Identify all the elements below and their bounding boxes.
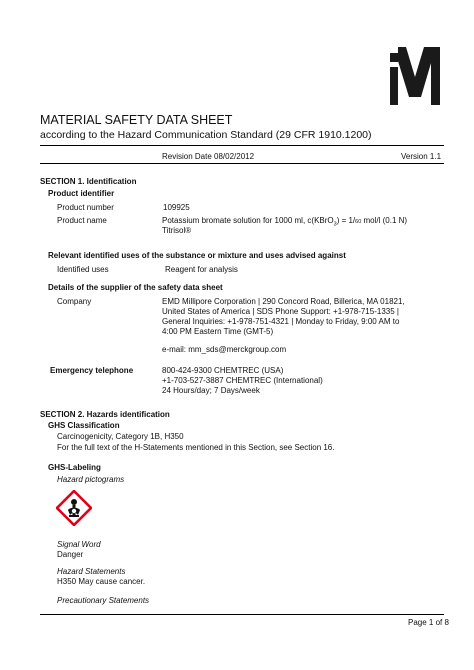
supplier-heading: Details of the supplier of the safety data sheet (48, 283, 223, 292)
company-label: Company (57, 297, 92, 306)
ghs-classification-line2: For the full text of the H-Statements mentioned in this Section, see Section 16. (57, 443, 335, 452)
company-line: 4:00 PM Eastern Time (GMT-5) (162, 327, 274, 336)
product-number-value: 109925 (163, 203, 190, 212)
section1-heading: SECTION 1. Identification (40, 177, 137, 186)
signal-word-value: Danger (57, 550, 84, 559)
footer-rule (40, 614, 444, 615)
precautionary-statements-label: Precautionary Statements (57, 596, 150, 605)
hazard-pictograms-label: Hazard pictograms (57, 475, 125, 484)
document-subtitle: according to the Hazard Communication Standard (29 CFR 1910.1200) (40, 129, 372, 141)
product-name-line2: Titrisol® (162, 226, 192, 235)
identified-uses-label: Identified uses (57, 265, 109, 274)
merck-m-logo (390, 47, 440, 105)
document-title: MATERIAL SAFETY DATA SHEET (40, 113, 233, 127)
hazard-statement-value: H350 May cause cancer. (57, 577, 146, 586)
ghs-classification-heading: GHS Classification (48, 421, 120, 430)
ghs-classification-line1: Carcinogenicity, Category 1B, H350 (57, 432, 184, 441)
product-name-value: Potassium bromate solution for 1000 ml, c(KBrO$_3$) = 1/60 mol/l (0.1 N) (162, 216, 408, 228)
section2-heading: SECTION 2. Hazards identification (40, 410, 170, 419)
uses-heading: Relevant identified uses of the substance or mixture and uses advised against (48, 251, 346, 260)
company-line: United States of America | SDS Phone Support: +1-978-715-1335 | (162, 307, 399, 316)
revision-date: Revision Date 08/02/2012 (162, 152, 255, 161)
emergency-line: +1-703-527-3887 CHEMTREC (International) (162, 376, 323, 385)
ghs08-health-hazard-icon (56, 490, 92, 526)
header-rule-top (40, 145, 444, 146)
emergency-line: 800-424-9300 CHEMTREC (USA) (162, 366, 284, 375)
product-number-label: Product number (57, 203, 114, 212)
company-line: General Inquiries: +1-978-751-4321 | Monday to Friday, 9:00 AM to (162, 317, 400, 326)
page-number: Page 1 of 8 (408, 618, 449, 627)
identified-uses-value: Reagent for analysis (165, 265, 238, 274)
hazard-statements-label: Hazard Statements (57, 567, 126, 576)
emergency-line: 24 Hours/day; 7 Days/week (162, 386, 260, 395)
supplier-email: e-mail: mm_sds@merckgroup.com (162, 345, 287, 354)
emergency-telephone-label: Emergency telephone (50, 366, 134, 375)
ghs-labeling-heading: GHS-Labeling (48, 463, 101, 472)
version: Version 1.1 (401, 152, 442, 161)
signal-word-label: Signal Word (57, 540, 101, 549)
company-line: EMD Millipore Corporation | 290 Concord Road, Billerica, MA 01821, (162, 297, 405, 306)
header-rule-bottom (40, 163, 444, 164)
product-name-label: Product name (57, 216, 107, 225)
product-identifier-heading: Product identifier (48, 189, 115, 198)
